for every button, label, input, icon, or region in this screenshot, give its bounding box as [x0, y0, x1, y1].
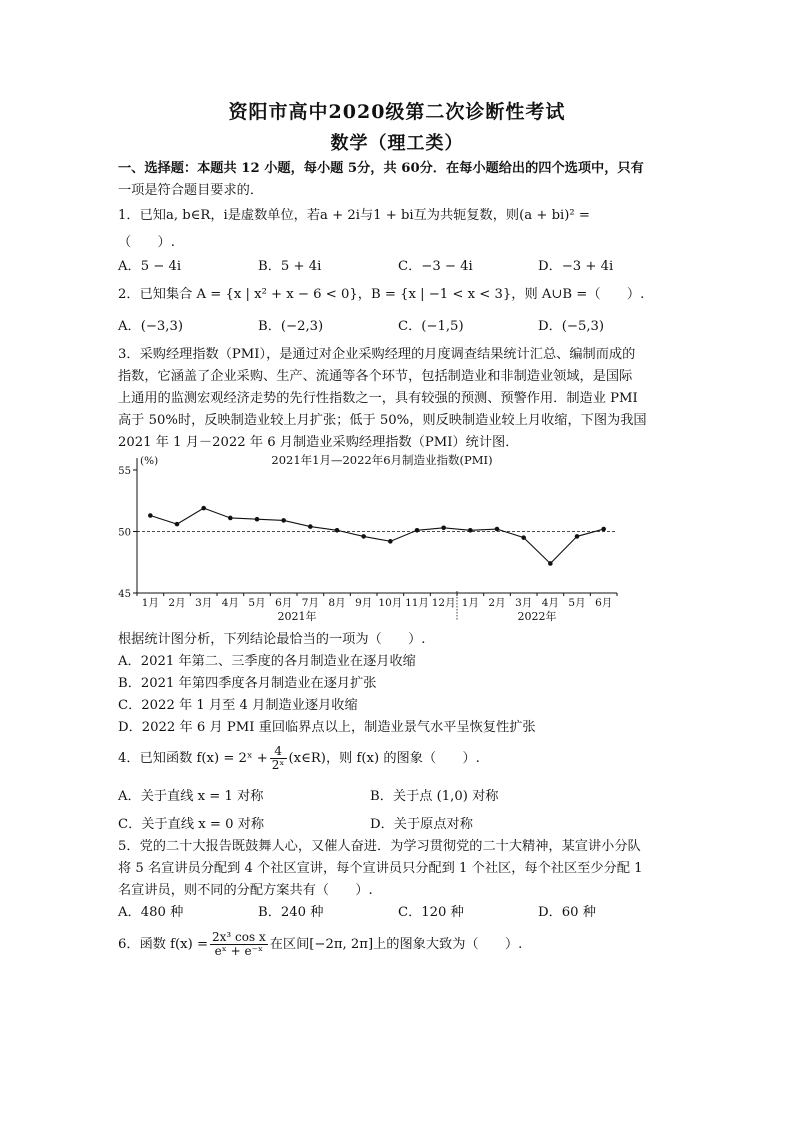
q1-option-b: B．5 + 4i [258, 259, 322, 274]
y-tick-label: 50 [118, 527, 131, 539]
q5-option-a: A．480 种 [118, 905, 184, 920]
x-tick-label: 2月 [488, 597, 506, 609]
q3-stem-line-4: 高于 50%时，反映制造业较上月扩张；低于 50%，则反映制造业较上月收缩，下图为我国 [118, 413, 647, 428]
q4-option-d: D．关于原点对称 [370, 817, 473, 832]
q5-option-c: C．120 种 [398, 905, 464, 920]
q2-option-c: C．(−1,5) [398, 319, 464, 334]
q3-stem-line-1: 3．采购经理指数（PMI），是通过对企业采购经理的月度调查结果统计汇总、编制而成的 [118, 347, 636, 362]
q1-stem: 1．已知a, b∈R，i是虚数单位，若a + 2i与1 + bi互为共轭复数，则(a + bi)² = [118, 208, 590, 223]
pmi-data-point [521, 535, 526, 540]
x-tick-label: 3月 [195, 597, 213, 609]
pmi-data-point [175, 522, 180, 527]
q3-option-c: C．2022 年 1 月至 4 月制造业逐月收缩 [118, 698, 358, 713]
pmi-series-line [150, 508, 603, 563]
year-label-2022: 2022年 [517, 610, 557, 623]
q4-option-a: A．关于直线 x = 1 对称 [118, 789, 264, 804]
x-tick-label: 5月 [568, 597, 586, 609]
x-tick-label: 11月 [405, 597, 429, 609]
y-tick-label: 55 [118, 466, 131, 477]
pmi-data-point [441, 526, 446, 531]
q2-option-b: B．(−2,3) [258, 319, 324, 334]
y-tick-label: 45 [118, 589, 131, 600]
q1-option-d: D．−3 + 4i [538, 259, 614, 274]
q4-option-b: B．关于点 (1,0) 对称 [370, 789, 499, 804]
q3-option-d: D．2022 年 6 月 PMI 重回临界点以上，制造业景气水平呈恢复性扩张 [118, 720, 536, 735]
pmi-data-point [361, 534, 366, 539]
y-axis-label: (%) [140, 455, 159, 467]
x-tick-label: 5月 [248, 597, 266, 609]
pmi-data-point [388, 539, 393, 544]
q5-option-b: B．240 种 [258, 905, 324, 920]
q3-option-b: B．2021 年第四季度各月制造业在逐月扩张 [118, 676, 377, 691]
exam-title: 资阳市高中2020级第二次诊断性考试 [228, 101, 566, 123]
x-tick-label: 2月 [168, 597, 186, 609]
pmi-data-point [335, 528, 340, 533]
pmi-data-point [575, 534, 580, 539]
q2-option-a: A．(−3,3) [118, 319, 184, 334]
q2-option-d: D．(−5,3) [538, 319, 605, 334]
q2-stem: 2．已知集合 A = {x | x² + x − 6 < 0}，B = {x | −1 < x < 3}，则 A∪B =（ ）. [118, 287, 645, 302]
q3-stem-line-5: 2021 年 1 月－2022 年 6 月制造业采购经理指数（PMI）统计图． [118, 435, 519, 450]
pmi-line-chart [112, 450, 632, 628]
x-tick-label: 3月 [515, 597, 533, 609]
q4-option-c: C．关于直线 x = 0 对称 [118, 817, 265, 832]
q4-stem: 4．已知函数 f(x) = 2ˣ + $\frac{4}{\text{2ˣ}}$ (x∈R)，则 f(x) 的图象（ ）. [118, 744, 480, 772]
q5-stem-line-1: 5．党的二十大报告既鼓舞人心，又催人奋进．为学习贯彻党的二十大精神，某宣讲小分队 [118, 839, 641, 854]
x-tick-label: 6月 [275, 597, 293, 609]
pmi-data-point [601, 527, 606, 532]
q3-option-a: A．2021 年第二、三季度的各月制造业在逐月收缩 [118, 654, 416, 669]
pmi-data-point [228, 516, 233, 521]
section-heading: 一、选择题：本题共 12 小题，每小题 5分，共 60分．在每小题给出的四个选项中，只有 [118, 161, 644, 176]
pmi-data-point [495, 527, 500, 532]
x-tick-label: 8月 [328, 597, 346, 609]
pmi-data-point [308, 524, 313, 529]
year-label-2021: 2021年 [277, 610, 317, 623]
chart-title: 2021年1月—2022年6月制造业指数(PMI) [271, 453, 493, 467]
q1-blank: （ ）. [118, 235, 175, 250]
x-tick-label: 1月 [461, 597, 479, 609]
pmi-data-point [415, 528, 420, 533]
section-heading-cont: 一项是符合题目要求的． [118, 183, 264, 198]
q3-question: 根据统计图分析，下列结论最恰当的一项为（ ）. [118, 632, 426, 647]
q1-option-c: C．−3 − 4i [398, 259, 473, 274]
x-tick-label: 10月 [378, 597, 403, 609]
x-tick-label: 12月 [431, 597, 456, 609]
exam-subtitle: 数学（理工类） [330, 133, 464, 154]
q5-option-d: D．60 种 [538, 905, 596, 920]
x-tick-label: 1月 [141, 597, 159, 609]
q3-stem-line-3: 上通用的监测宏观经济走势的先行性指数之一，具有较强的预测、预警作用．制造业 PMI [118, 391, 638, 406]
x-tick-label: 9月 [355, 597, 373, 609]
x-tick-label: 7月 [301, 597, 319, 609]
q3-stem-line-2: 指数，它涵盖了企业采购、生产、流通等各个环节，包括制造业和非制造业领域，是国际 [118, 369, 633, 384]
q1-option-a: A．5 − 4i [118, 259, 182, 274]
q6-stem: 6．函数 f(x) = $\frac{\text{2x³ cos x}}{\text{eˣ + e⁻ˣ}}$ 在区间[−2π, 2π]上的图象大致为（ ）. [118, 930, 523, 958]
q5-stem-line-3: 名宣讲员，则不同的分配方案共有（ ）. [118, 883, 373, 898]
pmi-data-point [201, 506, 206, 511]
pmi-data-point [281, 518, 286, 523]
pmi-data-point [255, 517, 260, 522]
x-tick-label: 6月 [595, 597, 613, 609]
x-tick-label: 4月 [541, 597, 559, 609]
q5-stem-line-2: 将 5 名宣讲员分配到 4 个社区宣讲，每个宣讲员只分配到 1 个社区，每个社区至少分配 1 [118, 861, 643, 876]
x-tick-label: 4月 [221, 597, 239, 609]
pmi-data-point [148, 513, 153, 518]
pmi-data-point [548, 561, 553, 566]
q6-fraction: $\frac{\text{2x³ cos x}}{\text{eˣ + e⁻ˣ}}$ [212, 930, 266, 958]
q4-fraction: $\frac{4}{\text{2ˣ}}$ [271, 744, 285, 772]
pmi-data-point [468, 528, 473, 533]
